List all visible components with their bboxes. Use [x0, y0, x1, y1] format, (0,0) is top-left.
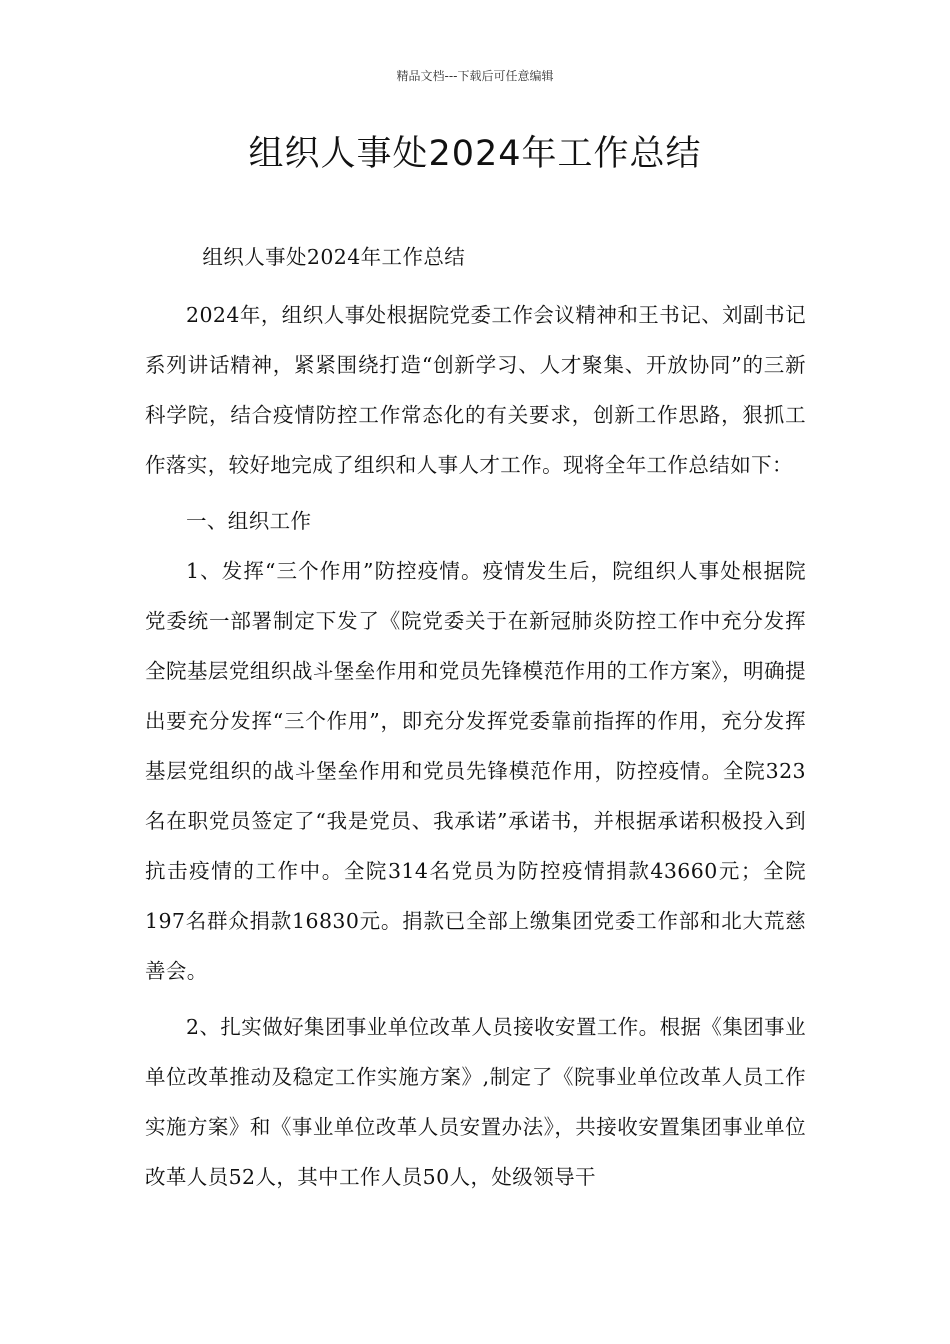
- document-subtitle: 组织人事处2024年工作总结: [202, 245, 466, 269]
- intro-paragraph: 2024年，组织人事处根据院党委工作会议精神和王书记、刘副书记系列讲话精神，紧紧围绕打造“创新学习、人才聚集、开放协同”的三新科学院，结合疫情防控工作常态化的有关要求，创新工作思路，狠抓工作落实，较好地完成了组织和人事人才工作。现将全年工作总结如下：: [145, 303, 806, 477]
- document-body: [145, 232, 806, 1208]
- page-header-note: 精品文档---下载后可任意编辑: [396, 69, 554, 83]
- section-heading-organization: 一、组织工作: [186, 509, 312, 533]
- document-title: 组织人事处2024年工作总结: [248, 134, 702, 174]
- paragraph-item-1: 1、发挥“三个作用”防控疫情。疫情发生后，院组织人事处根据院党委统一部署制定下发了《院党委关于在新冠肺炎防控工作中充分发挥全院基层党组织战斗堡垒作用和党员先锋模范作用的工作方案》，明确提出要充分发挥“三个作用”，即充分发挥党委靠前指挥的作用，充分发挥基层党组织的战斗堡垒作用和党员先锋模范作用，防控疫情。全院323名在职党员签定了“我是党员、我承诺”承诺书，并根据承诺积极投入到抗击疫情的工作中。全院314名党员为防控疫情捐款43660元；全院197名群众捐款16830元。捐款已全部上缴集团党委工作部和北大荒慈善会。: [145, 559, 806, 983]
- paragraph-item-2: 2、扎实做好集团事业单位改革人员接收安置工作。根据《集团事业单位改革推动及稳定工作实施方案》,制定了《院事业单位改革人员工作实施方案》和《事业单位改革人员安置办法》，共接收安置集团事业单位改革人员52人，其中工作人员50人，处级领导干: [145, 1015, 806, 1189]
